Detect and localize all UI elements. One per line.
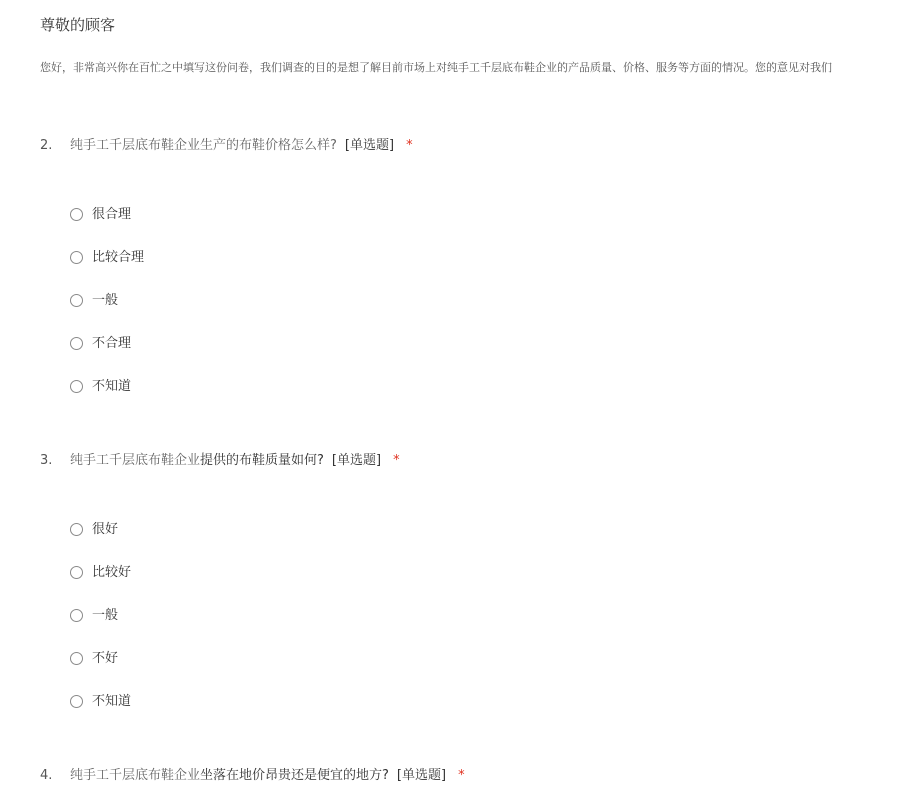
- option-dont-know[interactable]: [70, 378, 860, 421]
- option-very-good[interactable]: [70, 521, 860, 564]
- greeting-title: 尊敬的顾客: [40, 16, 116, 34]
- question-2: [40, 136, 860, 421]
- radio-circle-icon[interactable]: [70, 294, 83, 307]
- radio-circle-icon[interactable]: [70, 652, 83, 665]
- option-average[interactable]: [70, 292, 860, 335]
- option-fairly-good[interactable]: [70, 564, 860, 607]
- question-title: [40, 451, 860, 471]
- question-type-tag: [单选题]: [396, 768, 447, 783]
- required-mark: *: [458, 768, 465, 783]
- option-very-reasonable[interactable]: [70, 206, 860, 249]
- question-type-tag: [单选题]: [331, 453, 382, 468]
- option-label: 不合理: [92, 336, 132, 351]
- options-list: [70, 521, 860, 736]
- option-label: 比较好: [92, 565, 132, 580]
- question-3: [40, 451, 860, 736]
- radio-circle-icon[interactable]: [70, 695, 83, 708]
- survey-intro: 您好，非常高兴你在百忙之中填写这份问卷，我们调查的目的是想了解目前市场上对纯手工千层底布鞋企业的产品质量、价格、服务等方面的情况。您的意见对我们: [40, 61, 832, 74]
- radio-circle-icon[interactable]: [70, 609, 83, 622]
- required-mark: *: [393, 453, 400, 468]
- option-label: 一般: [92, 293, 119, 308]
- option-label: 不知道: [92, 694, 132, 709]
- radio-circle-icon[interactable]: [70, 523, 83, 536]
- radio-circle-icon[interactable]: [70, 566, 83, 579]
- radio-circle-icon[interactable]: [70, 251, 83, 264]
- question-number: 2.: [40, 138, 53, 153]
- question-number: 4.: [40, 768, 53, 783]
- option-label: 一般: [92, 608, 119, 623]
- option-not-good[interactable]: [70, 650, 860, 693]
- question-title: [40, 136, 860, 156]
- question-type-tag: [单选题]: [344, 138, 395, 153]
- question-title: [40, 766, 860, 786]
- option-label: 很合理: [92, 207, 132, 222]
- radio-circle-icon[interactable]: [70, 337, 83, 350]
- question-number: 3.: [40, 453, 53, 468]
- question-text: 纯手工千层底布鞋企业: [70, 768, 201, 783]
- options-list: [70, 206, 860, 421]
- radio-circle-icon[interactable]: [70, 380, 83, 393]
- question-4: [40, 766, 860, 786]
- question-text-rest: 提供的布鞋质量如何?: [200, 453, 324, 468]
- question-text: 纯手工千层底布鞋企业: [70, 453, 201, 468]
- option-fairly-reasonable[interactable]: [70, 249, 860, 292]
- question-text: 纯手工千层底布鞋企业生产的布鞋价格怎么样?: [70, 138, 337, 153]
- option-dont-know[interactable]: [70, 693, 860, 736]
- option-label: 很好: [92, 522, 119, 537]
- option-label: 比较合理: [92, 250, 145, 265]
- question-text-rest: 坐落在地价昂贵还是便宜的地方?: [200, 768, 389, 783]
- option-label: 不知道: [92, 379, 132, 394]
- option-label: 不好: [92, 651, 119, 666]
- option-unreasonable[interactable]: [70, 335, 860, 378]
- radio-circle-icon[interactable]: [70, 208, 83, 221]
- required-mark: *: [406, 138, 413, 153]
- option-average[interactable]: [70, 607, 860, 650]
